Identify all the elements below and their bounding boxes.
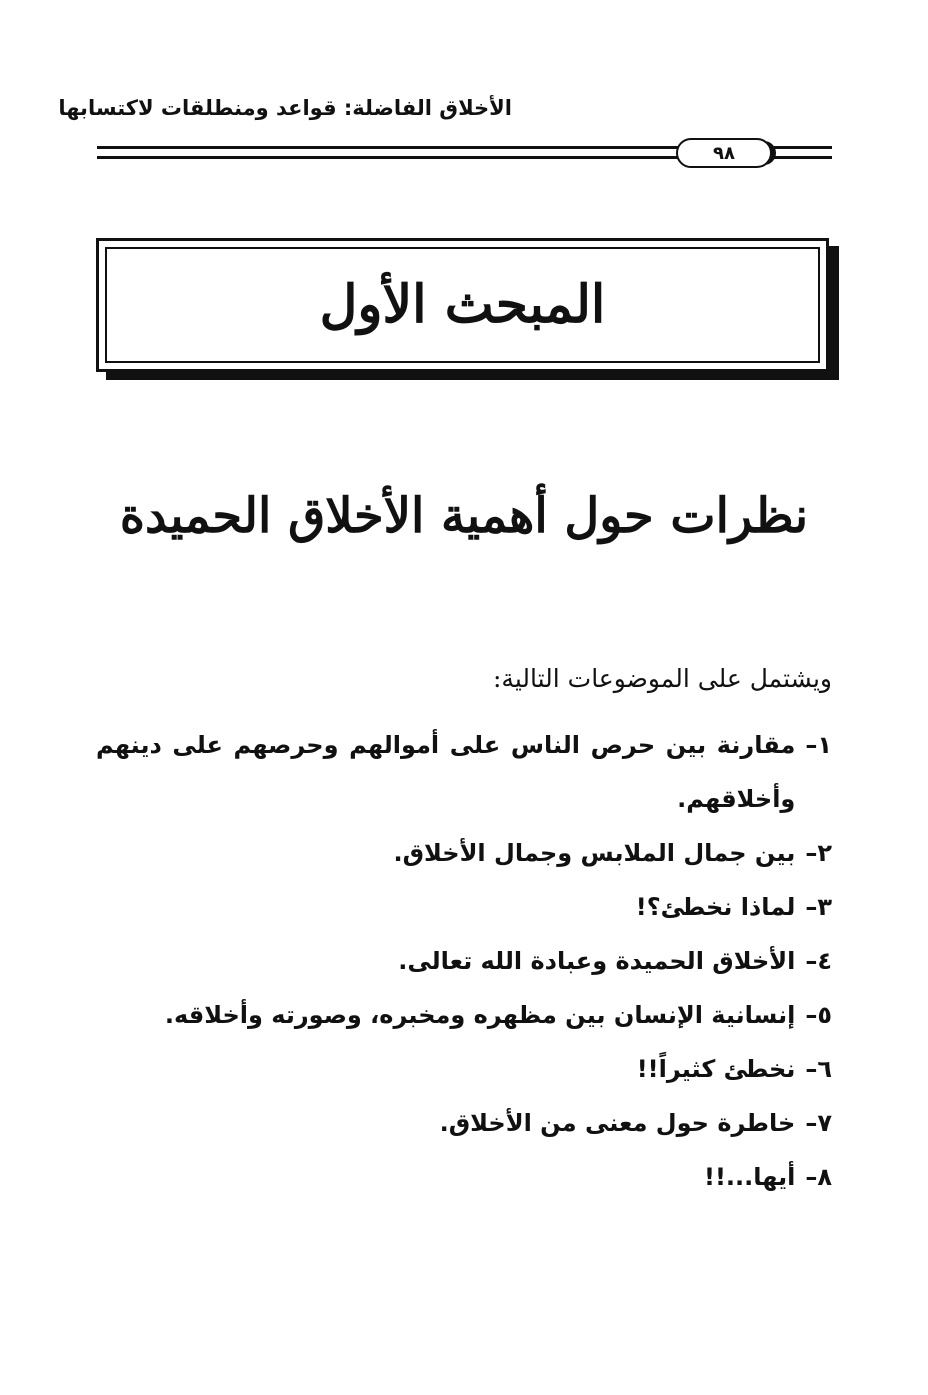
list-item-number: ١– bbox=[805, 731, 832, 759]
list-item-text: إنسانية الإنسان بين مظهره ومخبره، وصورته وأخلاقه. bbox=[164, 1001, 796, 1029]
list-item bbox=[96, 988, 832, 1042]
section-title-box bbox=[96, 238, 829, 372]
section-title: المبحث الأول bbox=[319, 274, 606, 335]
list-item-number: ٤– bbox=[805, 947, 832, 975]
list-item-number: ٥– bbox=[805, 1001, 832, 1029]
running-header: الأخلاق الفاضلة: قواعد ومنطلقات لاكتسابها bbox=[58, 96, 512, 120]
main-heading: نظرات حول أهمية الأخلاق الحميدة bbox=[119, 488, 809, 544]
list-item-number: ٧– bbox=[805, 1109, 832, 1137]
list-item-number: ٨– bbox=[805, 1163, 832, 1191]
list-item bbox=[96, 1042, 832, 1096]
list-item bbox=[96, 826, 832, 880]
list-item-text: مقارنة بين حرص الناس على أموالهم وحرصهم على دينهم وأخلاقهم. bbox=[96, 731, 796, 813]
list-item bbox=[96, 880, 832, 934]
list-item bbox=[96, 1096, 832, 1150]
list-item-text: لماذا نخطئ؟! bbox=[635, 893, 796, 921]
page-number-badge bbox=[676, 138, 772, 168]
list-item bbox=[96, 934, 832, 988]
list-item-number: ٢– bbox=[805, 839, 832, 867]
section-title-frame bbox=[105, 247, 820, 363]
list-item-text: الأخلاق الحميدة وعبادة الله تعالى. bbox=[398, 947, 796, 975]
header-rule-left bbox=[97, 146, 680, 159]
list-item-text: خاطرة حول معنى من الأخلاق. bbox=[439, 1109, 796, 1137]
topic-list bbox=[96, 718, 832, 1204]
list-item-number: ٣– bbox=[805, 893, 832, 921]
list-item bbox=[96, 718, 832, 826]
list-item bbox=[96, 1150, 832, 1204]
list-item-text: نخطئ كثيراً!! bbox=[636, 1055, 796, 1083]
list-item-text: أيها...!! bbox=[704, 1163, 796, 1191]
page-number: ٩٨ bbox=[713, 142, 735, 164]
list-item-text: بين جمال الملابس وجمال الأخلاق. bbox=[393, 839, 796, 867]
list-item-number: ٦– bbox=[805, 1055, 832, 1083]
intro-text: ويشتمل على الموضوعات التالية: bbox=[493, 664, 832, 693]
header-rule-right bbox=[774, 146, 832, 159]
